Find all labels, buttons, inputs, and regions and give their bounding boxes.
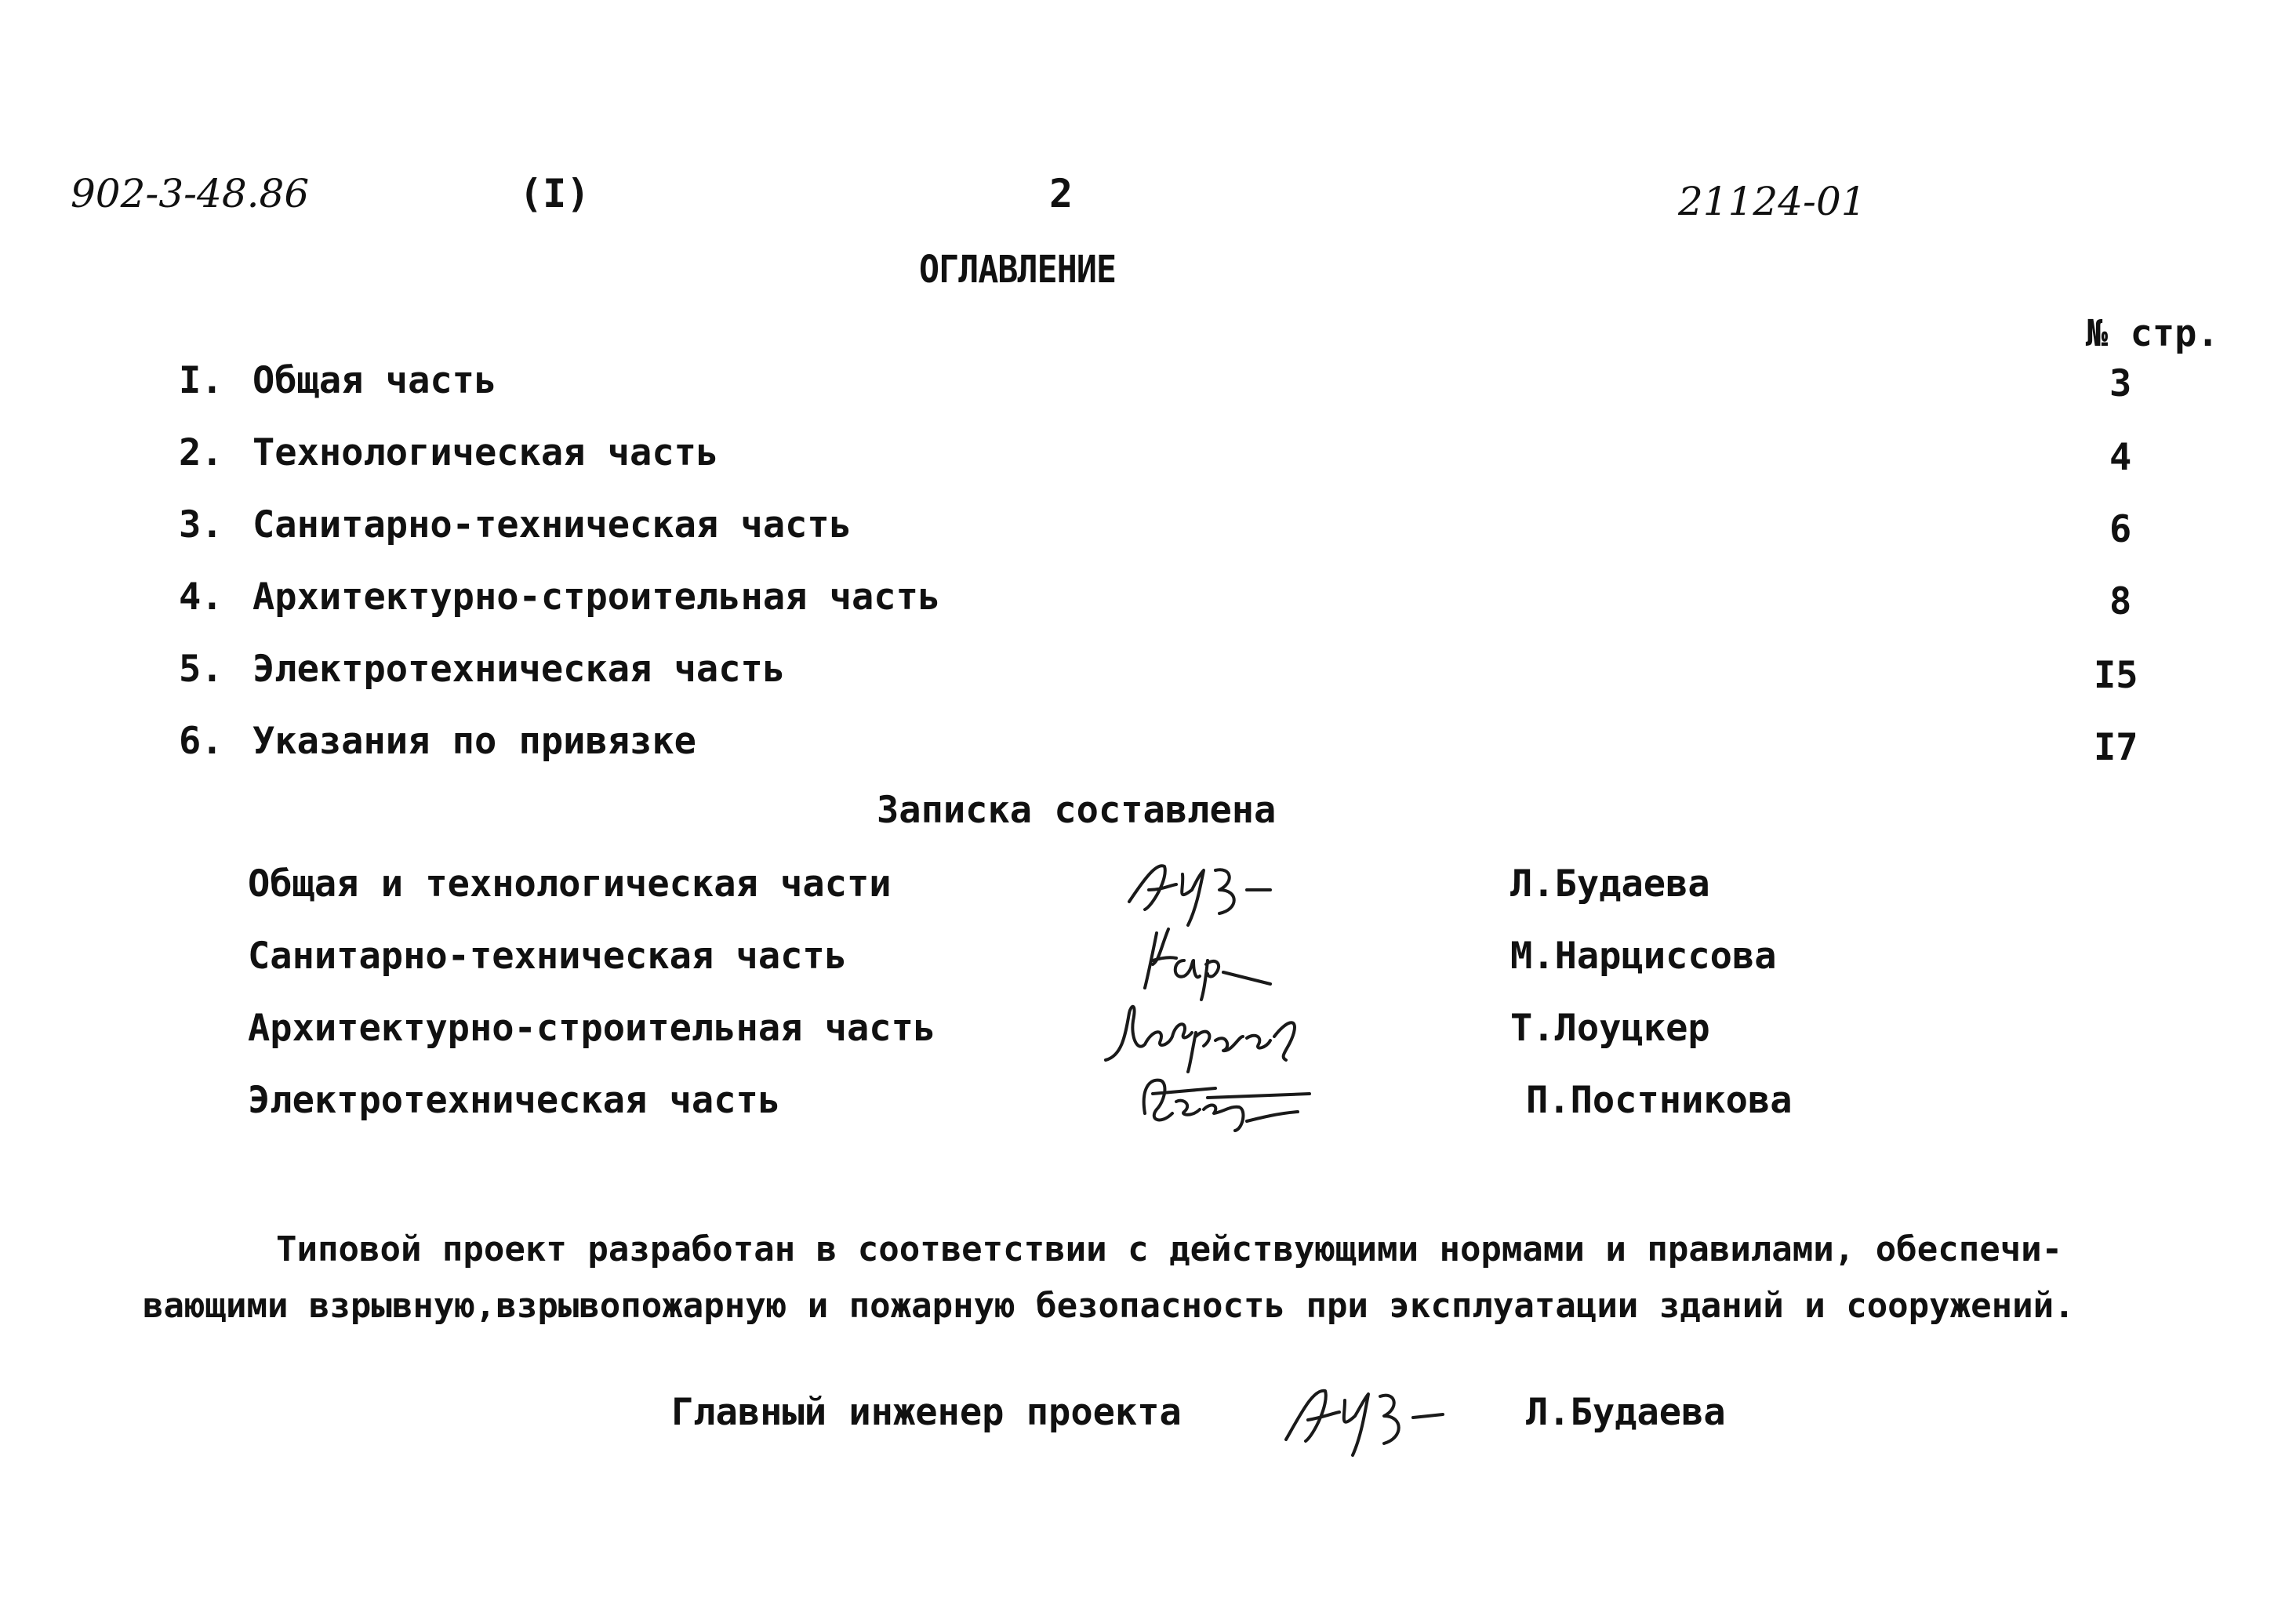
authors-heading: Записка составлена <box>877 789 1277 832</box>
toc-item-number: 3. <box>179 503 223 546</box>
toc-item-page: I7 <box>2094 726 2138 769</box>
signature-budaeva <box>1278 1369 1466 1463</box>
toc-item-page: 8 <box>2109 580 2132 623</box>
volume-number: (I) <box>519 171 590 216</box>
signature-postnikova <box>1129 1066 1333 1137</box>
toc-item-page: 4 <box>2109 436 2132 479</box>
inventory-number: 21124-01 <box>1678 179 1866 224</box>
chief-engineer-name: Л.Будаева <box>1526 1391 1726 1434</box>
toc-item-label: Электротехническая часть <box>252 648 786 691</box>
author-section: Электротехническая часть <box>248 1079 781 1122</box>
author-name: Л.Будаева <box>1510 862 1710 906</box>
toc-item-page: 6 <box>2109 508 2132 551</box>
toc-item-label: Санитарно-техническая часть <box>252 503 852 546</box>
project-code: 902-3-48.86 <box>71 171 310 216</box>
statement-line-1: Типовой проект разработан в соответствии с действующими нормами и правилами, обеспечи- <box>276 1229 2063 1269</box>
toc-item-number: 5. <box>179 648 223 691</box>
author-name: П.Постникова <box>1526 1079 1793 1122</box>
toc-item-number: 6. <box>179 720 223 763</box>
toc-item-label: Технологическая часть <box>252 431 719 474</box>
toc-item-label: Архитектурно-строительная часть <box>252 575 941 619</box>
statement-line-2: вающими взрывную,взрывопожарную и пожарную безопасность при эксплуатации зданий и сооружений. <box>143 1286 2075 1326</box>
author-name: Т.Лоуцкер <box>1510 1007 1710 1050</box>
toc-item-number: 2. <box>179 431 223 474</box>
author-section: Общая и технологическая части <box>248 862 892 906</box>
author-section: Архитектурно-строительная часть <box>248 1007 936 1050</box>
chief-engineer-label: Главный инженер проекта <box>671 1391 1182 1434</box>
toc-item-label: Общая часть <box>252 359 497 402</box>
toc-item-number: 4. <box>179 575 223 619</box>
signature-loutsker <box>1098 989 1349 1076</box>
author-section: Санитарно-техническая часть <box>248 935 848 978</box>
page-number: 2 <box>1049 171 1074 216</box>
toc-item-page: 3 <box>2109 362 2132 405</box>
author-name: М.Нарциссова <box>1510 935 1777 978</box>
toc-item-number: I. <box>179 359 223 402</box>
page-title: ОГЛАВЛЕНИЕ <box>919 248 1117 292</box>
page-column-label: № стр. <box>2086 312 2219 355</box>
toc-item-label: Указания по привязке <box>252 720 696 763</box>
toc-item-page: I5 <box>2094 654 2138 697</box>
